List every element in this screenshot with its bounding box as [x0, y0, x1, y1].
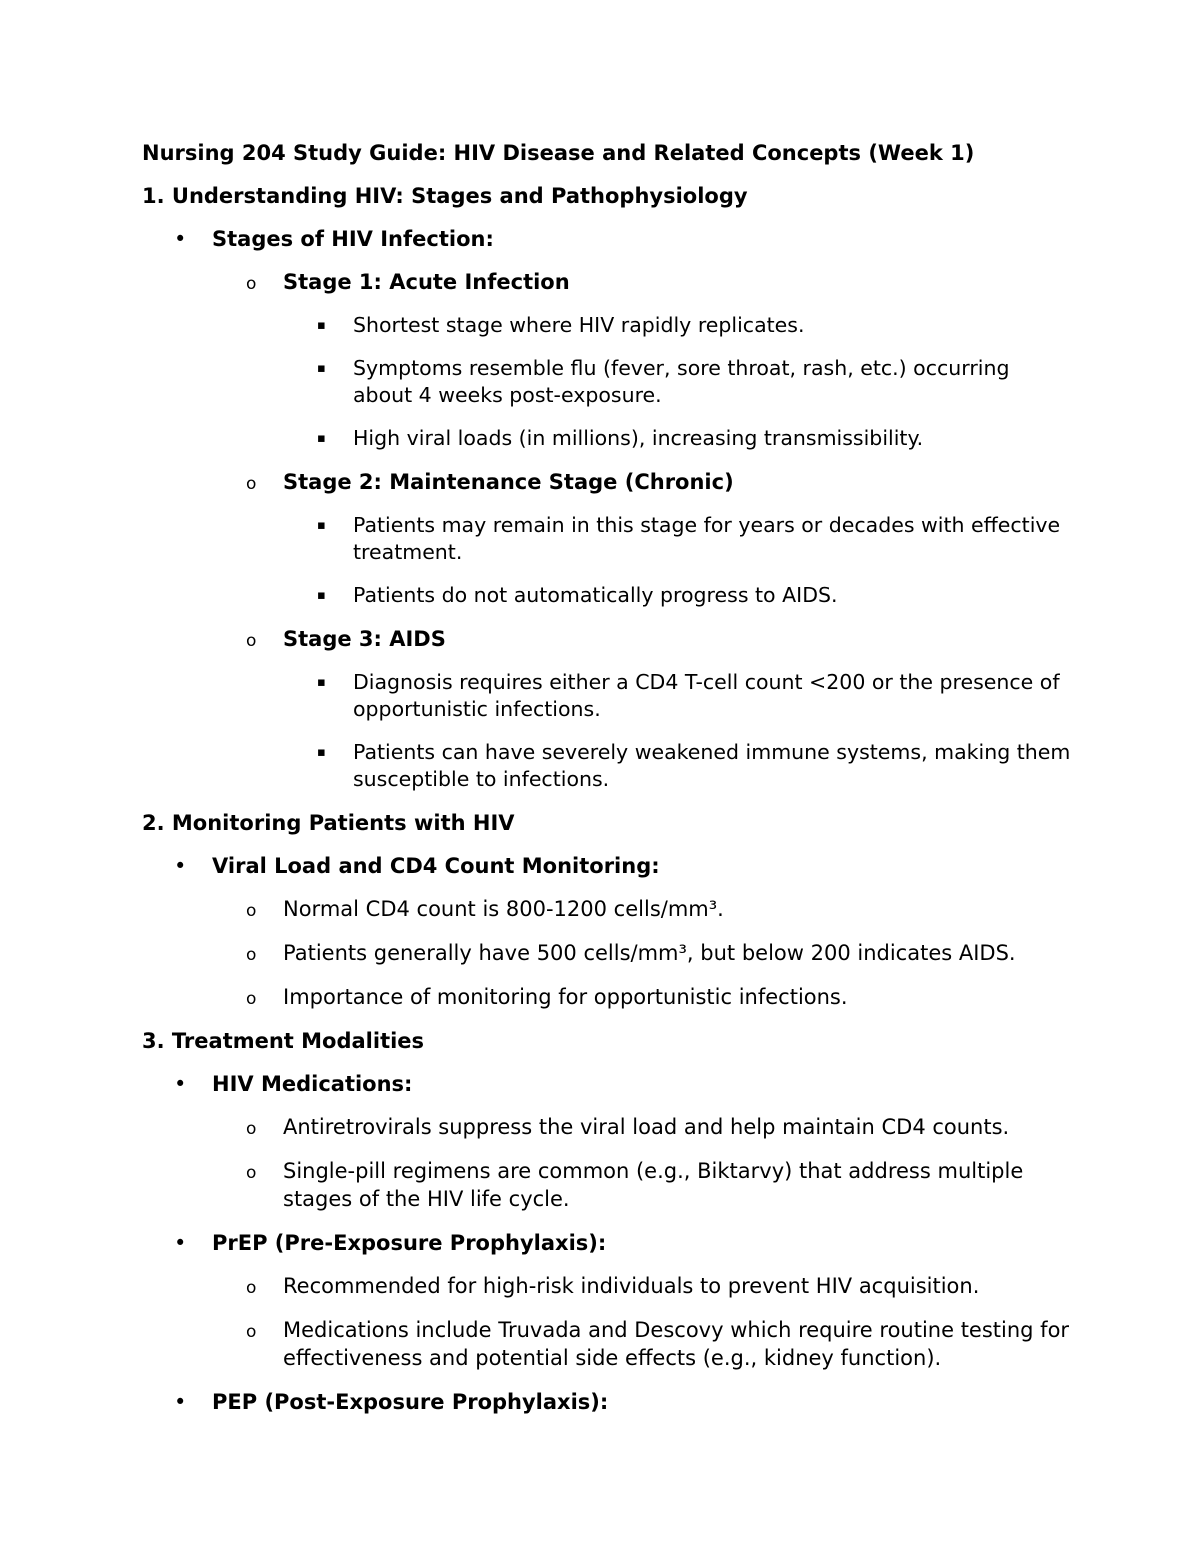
- point-text: Patients do not automatically progress to AIDS.: [353, 583, 838, 607]
- sub-item-text: Single-pill regimens are common (e.g., Biktarvy) that address multiple stages of the HIV life cycle.: [283, 1159, 1024, 1211]
- square-bullet-icon: ▪: [317, 675, 326, 690]
- bullet-icon: •: [174, 1390, 187, 1414]
- circle-bullet-icon: o: [246, 989, 257, 1009]
- circle-bullet-icon: o: [246, 274, 257, 294]
- point-item: [283, 425, 1072, 452]
- list-item-label: Stages of HIV Infection:: [212, 227, 494, 251]
- stage-label: Stage 2: Maintenance Stage (Chronic): [283, 470, 734, 494]
- point-text: Patients can have severely weakened immune systems, making them susceptible to infections.: [353, 740, 1071, 791]
- sub-list-item: [212, 1272, 1072, 1300]
- sub-item-text: Antiretrovirals suppress the viral load and help maintain CD4 counts.: [283, 1115, 1010, 1139]
- circle-bullet-icon: o: [246, 1322, 257, 1342]
- point-text: High viral loads (in millions), increasing transmissibility.: [353, 426, 924, 450]
- point-item: [283, 512, 1072, 566]
- document-content: [142, 139, 1072, 1431]
- list-item: [142, 852, 1072, 1011]
- square-bullet-icon: ▪: [317, 588, 326, 603]
- sub-list-item: [212, 1113, 1072, 1141]
- bullet-list: [142, 1070, 1072, 1416]
- list-item: [142, 1229, 1072, 1372]
- point-text: Shortest stage where HIV rapidly replicates.: [353, 313, 805, 337]
- circle-bullet-icon: o: [246, 901, 257, 921]
- sub-list-item: [212, 939, 1072, 967]
- section-understanding-hiv: [142, 182, 1072, 793]
- point-item: [283, 582, 1072, 609]
- bullet-list: [142, 225, 1072, 793]
- list-item-label: Viral Load and CD4 Count Monitoring:: [212, 854, 660, 878]
- square-bullet-icon: ▪: [317, 518, 326, 533]
- section-heading: 2. Monitoring Patients with HIV: [142, 811, 515, 835]
- document-title: Nursing 204 Study Guide: HIV Disease and Related Concepts (Week 1): [142, 141, 975, 165]
- square-bullet-icon: ▪: [317, 431, 326, 446]
- bullet-icon: •: [174, 227, 187, 251]
- list-item-label: PrEP (Pre-Exposure Prophylaxis):: [212, 1231, 607, 1255]
- sub-list-item: [212, 895, 1072, 923]
- circle-bullet-icon: o: [246, 474, 257, 494]
- sub-item-text: Medications include Truvada and Descovy which require routine testing for effectiveness and potential side effects (e.g., kidney function).: [283, 1318, 1070, 1370]
- bullet-icon: •: [174, 1072, 187, 1096]
- sub-list-item: [212, 468, 1072, 609]
- section-treatment: [142, 1027, 1072, 1416]
- bullet-icon: •: [174, 854, 187, 878]
- list-item: [142, 1070, 1072, 1213]
- list-item-label: HIV Medications:: [212, 1072, 413, 1096]
- sub-item-text: Patients generally have 500 cells/mm³, but below 200 indicates AIDS.: [283, 941, 1016, 965]
- square-bullet-icon: ▪: [317, 318, 326, 333]
- sub-list-item: [212, 1316, 1072, 1372]
- sub-item-text: Importance of monitoring for opportunistic infections.: [283, 985, 848, 1009]
- sub-item-text: Normal CD4 count is 800-1200 cells/mm³.: [283, 897, 724, 921]
- circle-bullet-icon: o: [246, 1278, 257, 1298]
- point-item: [283, 312, 1072, 339]
- stage-label: Stage 1: Acute Infection: [283, 270, 570, 294]
- list-item: [142, 225, 1072, 793]
- sub-list-item: [212, 983, 1072, 1011]
- sub-list-item: [212, 1157, 1072, 1213]
- point-text: Diagnosis requires either a CD4 T-cell count <200 or the presence of opportunistic infections.: [353, 670, 1060, 721]
- circle-bullet-icon: o: [246, 631, 257, 651]
- bullet-icon: •: [174, 1231, 187, 1255]
- point-text: Symptoms resemble flu (fever, sore throat, rash, etc.) occurring about 4 weeks post-exposure.: [353, 356, 1010, 407]
- sub-list-item: [212, 625, 1072, 793]
- sub-item-text: Recommended for high-risk individuals to prevent HIV acquisition.: [283, 1274, 980, 1298]
- section-heading: 3. Treatment Modalities: [142, 1029, 425, 1053]
- point-item: [283, 355, 1072, 409]
- bullet-list: [142, 852, 1072, 1011]
- list-item-label: PEP (Post-Exposure Prophylaxis):: [212, 1390, 609, 1414]
- section-monitoring: [142, 809, 1072, 1011]
- sub-list-item: [212, 268, 1072, 452]
- square-bullet-icon: ▪: [317, 745, 326, 760]
- point-text: Patients may remain in this stage for years or decades with effective treatment.: [353, 513, 1061, 564]
- section-heading: 1. Understanding HIV: Stages and Pathophysiology: [142, 184, 748, 208]
- point-item: [283, 739, 1072, 793]
- circle-bullet-icon: o: [246, 945, 257, 965]
- list-item: [142, 1388, 1072, 1416]
- stage-label: Stage 3: AIDS: [283, 627, 446, 651]
- circle-bullet-icon: o: [246, 1163, 257, 1183]
- circle-bullet-icon: o: [246, 1119, 257, 1139]
- square-bullet-icon: ▪: [317, 361, 326, 376]
- point-item: [283, 669, 1072, 723]
